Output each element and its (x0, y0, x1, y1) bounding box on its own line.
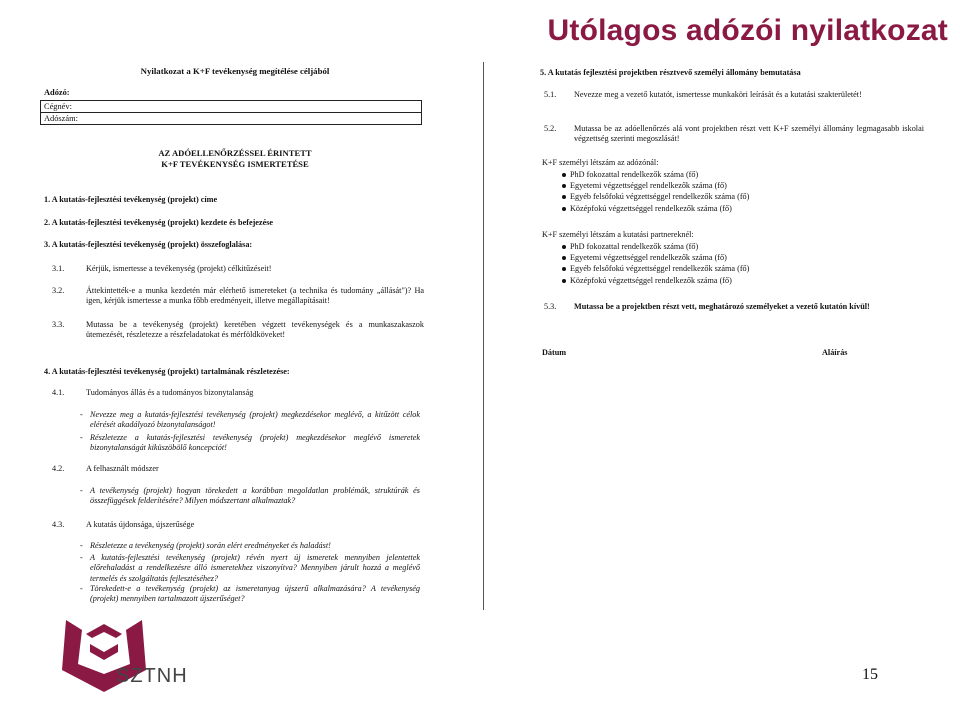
bullet-4-2-a: - A tevékenység (projekt) hogyan törekedett a korábban megoldatlan problémák, struktúrák és összefüggések felderítésére? Milyen módszertant alkalmaztak? (80, 486, 420, 506)
staff-list-taxpayer (562, 170, 749, 215)
subsection-text: Tudományos állás és a tudományos bizonytalanság (86, 388, 254, 397)
list-item: Egyéb felsőfokú végzettséggel rendelkezők száma (fő) (562, 192, 749, 203)
bullet-text: A tevékenység (projekt) hogyan törekedett a korábban megoldatlan problémák, struktúrák és összefüggések felderítésére? Milyen módszertant alkalmaztak? (90, 486, 420, 506)
subsection-5-2 (544, 124, 924, 145)
list-item: Középfokú végzettséggel rendelkezők száma (fő) (562, 276, 749, 287)
subsection-number: 4.2. (52, 464, 65, 473)
date-label: Dátum (542, 348, 567, 357)
heading-line-2: K+F TEVÉKENYSÉG ISMERTETÉSE (161, 158, 309, 169)
subsection-text: A kutatás újdonsága, újszerűsége (86, 520, 195, 529)
list-item: Középfokú végzettséggel rendelkezők száma (fő) (562, 204, 749, 215)
section-5: 5. A kutatás fejlesztési projektben résztvevő személyi állomány bemutatása (540, 68, 801, 77)
bullet-text: Részletezze a kutatás-fejlesztési tevékenység (projekt) megkezdésekor meglévő ismeretek bizonytalanságát kiküszöbölő koncepciót! (90, 433, 420, 453)
bullet-4-3-a: - Részletezze a tevékenység (projekt) során elért eredményeket és haladást! (80, 541, 420, 551)
subsection-text: Nevezze meg a vezető kutatót, ismertesse munkaköri leírását és a kutatási szakterületét! (574, 90, 862, 99)
subsection-text: Mutassa be a projektben részt vett, meghatározó személyeket a vezető kutatón kívül! (574, 302, 870, 311)
bullet-4-1-b: - Részletezze a kutatás-fejlesztési tevékenység (projekt) megkezdésekor meglévő ismeretek bizonytalanságát kiküszöbölő koncepciót! (80, 433, 420, 453)
tax-number-row: Adószám: (44, 114, 78, 123)
list-item: PhD fokozattal rendelkezők száma (fő) (562, 170, 749, 181)
form-document (40, 62, 930, 612)
bullet-4-3-b: - A kutatás-fejlesztési tevékenység (projekt) révén nyert új ismeretek mennyiben jelentettek előrehaladást a rendelkezésre álló ismeretekhez viszonyítva? Mennyiben járult hozzá a meglévő termelés és szolgáltatás fejlesztéséhez? (80, 553, 420, 583)
section-2: 2. A kutatás-fejlesztési tevékenység (projekt) kezdete és befejezése (44, 218, 274, 227)
bullet-text: Részletezze a tevékenység (projekt) során elért eredményeket és haladást! (90, 541, 331, 550)
subsection-4-3 (52, 520, 424, 530)
list-2-title: K+F személyi létszám a kutatási partnereknél: (542, 230, 694, 239)
bullet-text: Nevezze meg a kutatás-fejlesztési tevékenység (projekt) megkezdésekor meglévő, a kitűzött célok elérését akadályozó bizonytalanságot! (90, 410, 420, 430)
heading-line-1: AZ ADÓELLENŐRZÉSSEL ÉRINTETT (158, 148, 312, 158)
subsection-number: 5.3. (544, 302, 557, 311)
subsection-text: Kérjük, ismertesse a tevékenység (projekt) célkitűzéseit! (86, 264, 272, 273)
subsection-3-2 (52, 286, 424, 307)
bullet-4-3-c: - Törekedett-e a tevékenység (projekt) az ismeretanyag újszerű alkalmazására? A tevékenység (projekt) mennyiben tartalmazott újszerűséget? (80, 584, 420, 604)
form-right-column (540, 62, 930, 372)
adozo-label: Adózó: (44, 88, 70, 97)
subsection-4-2 (52, 464, 424, 474)
subsection-5-3 (544, 302, 924, 312)
subsection-5-1 (544, 90, 924, 100)
subsection-4-1 (52, 388, 424, 398)
subsection-text: A felhasznált módszer (86, 464, 159, 473)
logo-text: SZTNH (116, 665, 188, 687)
signature-label: Aláírás (822, 348, 848, 357)
sztnh-logo-icon (60, 612, 180, 707)
bullet-4-1-a: - Nevezze meg a kutatás-fejlesztési tevékenység (projekt) megkezdésekor meglévő, a kitűzött célok elérését akadályozó bizonytalanságot! (80, 410, 420, 430)
subsection-3-1 (52, 264, 424, 274)
subsection-3-3 (52, 320, 424, 341)
company-name-row: Cégnév: (41, 101, 421, 113)
subsection-number: 4.1. (52, 388, 65, 397)
bullet-text: A kutatás-fejlesztési tevékenység (projekt) révén nyert új ismeretek mennyiben jelentettek előrehaladást a rendelkezésre álló ismeretekhez viszonyítva? Mennyiben járult hozzá a meglévő termelés és szolgáltatás fejlesztéséhez? (90, 553, 420, 583)
list-item: Egyetemi végzettséggel rendelkezők száma (fő) (562, 181, 749, 192)
subsection-number: 5.2. (544, 124, 557, 133)
list-item: PhD fokozattal rendelkezők száma (fő) (562, 242, 749, 253)
taxpayer-box (40, 100, 422, 125)
subsection-text: Mutassa be a tevékenység (projekt) keretében végzett tevékenységek és a munkaszakaszok ütemezését, részletezze a részfeladatokat és mérföldköveket! (86, 320, 424, 340)
section-4: 4. A kutatás-fejlesztési tevékenység (projekt) tartalmának részletezése: (44, 367, 290, 376)
column-divider (483, 62, 484, 610)
page-number: 15 (862, 666, 878, 683)
section-heading (40, 148, 430, 169)
subsection-number: 3.3. (52, 320, 65, 329)
subsection-number: 3.1. (52, 264, 65, 273)
form-left-column (40, 62, 430, 612)
subsection-number: 3.2. (52, 286, 65, 295)
slide-title: Utólagos adózói nyilatkozat (547, 14, 948, 47)
subsection-number: 5.1. (544, 90, 557, 99)
section-3: 3. A kutatás-fejlesztési tevékenység (projekt) összefoglalása: (44, 240, 253, 249)
section-1: 1. A kutatás-fejlesztési tevékenység (projekt) címe (44, 195, 218, 204)
subsection-text: Mutassa be az adóellenőrzés alá vont projektben részt vett K+F személyi állomány legmagasabb iskolai végzettség szerinti megoszlását! (574, 124, 924, 144)
bullet-text: Törekedett-e a tevékenység (projekt) az ismeretanyag újszerű alkalmazására? A tevékenység (projekt) mennyiben tartalmazott újszerűséget? (90, 584, 420, 604)
list-item: Egyéb felsőfokú végzettséggel rendelkezők száma (fő) (562, 264, 749, 275)
subsection-number: 4.3. (52, 520, 65, 529)
list-1-title: K+F személyi létszám az adózónál: (542, 158, 659, 167)
staff-list-partners (562, 242, 749, 287)
list-item: Egyetemi végzettséggel rendelkezők száma (fő) (562, 253, 749, 264)
form-title: Nyilatkozat a K+F tevékenység megítélése céljából (140, 66, 330, 76)
subsection-text: Áttekintették-e a munka kezdetén már elérhető ismereteket (a technika és tudomány „állását")? Ha igen, kérjük ismertesse a munka főbb eredményeit, illetve megállapításait! (86, 286, 424, 306)
